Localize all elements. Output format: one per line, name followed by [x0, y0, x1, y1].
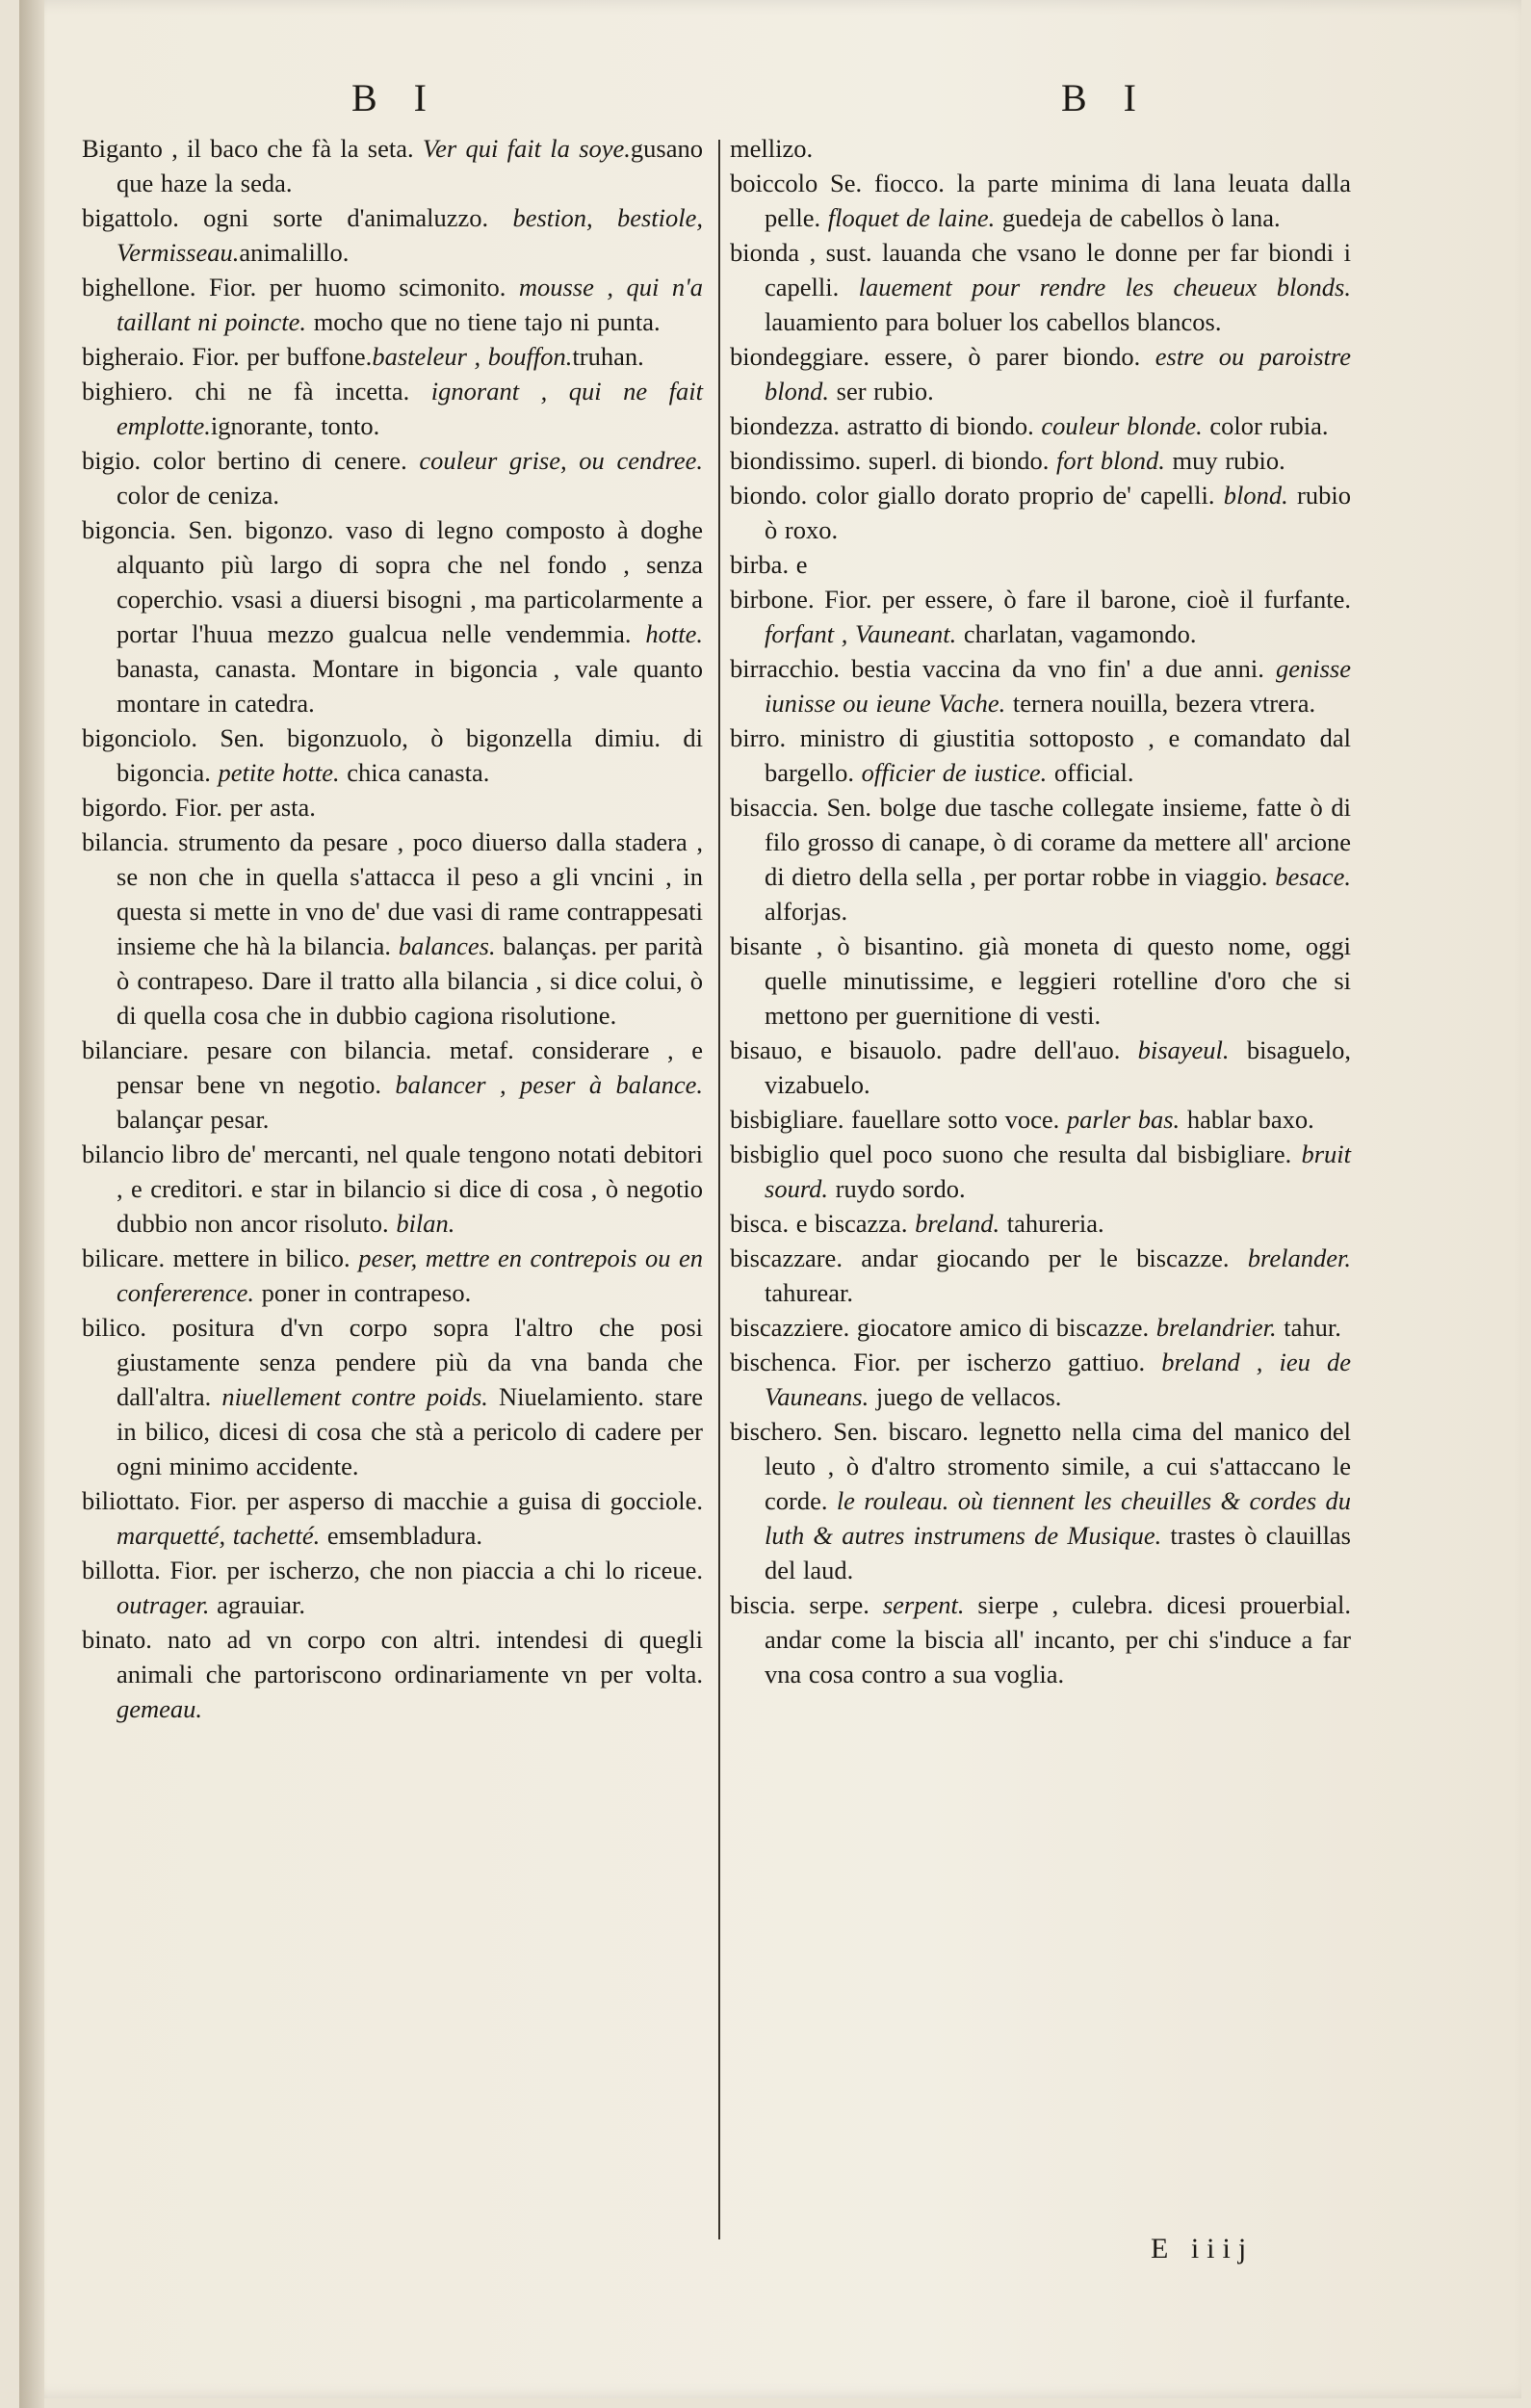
dictionary-entry: biscazziere. giocatore amico di biscazze. brelandrier. tahur. — [730, 1313, 1341, 1342]
dictionary-entry: binato. nato ad vn corpo con altri. intendesi di quegli animali che partoriscono ordinariamente vn per volta. gemeau. — [82, 1625, 703, 1723]
dictionary-entry: bilancio libro de' mercanti, nel quale tengono notati debitori , e creditori. e star in bilancio si dice di cosa , ò negotio dubbio non ancor risoluto. bilan. — [82, 1139, 703, 1238]
dictionary-entry: birbone. Fior. per essere, ò fare il barone, cioè il furfante. forfant , Vauneant. charlatan, vagamondo. — [730, 585, 1351, 648]
dictionary-entry: bighellone. Fior. per huomo scimonito. mousse , qui n'a taillant ni poincte. mocho que no tiene tajo ni punta. — [82, 273, 703, 336]
dictionary-entry: birracchio. bestia vaccina da vno fin' a due anni. genisse iunisse ou ieune Vache. ternera nouilla, bezera vtrera. — [730, 654, 1351, 718]
dictionary-entry: bisbiglio quel poco suono che resulta dal bisbigliare. bruit sourd. ruydo sordo. — [730, 1139, 1351, 1203]
dictionary-entry: biscazzare. andar giocando per le biscazze. brelander. tahurear. — [730, 1243, 1351, 1307]
dictionary-entry: bighiero. chi ne fà incetta. ignorant , qui ne fait emplotte.ignorante, tonto. — [82, 377, 703, 440]
dictionary-entry: biscia. serpe. serpent. sierpe , culebra. dicesi prouerbial. andar come la biscia all' incanto, per chi s'induce a far vna cosa contro a sua voglia. — [730, 1590, 1351, 1688]
dictionary-entry: bilancia. strumento da pesare , poco diuerso dalla stadera , se non che in quella s'attacca il peso a gli vncini , in questa si mette in vno de' due vasi di rame contrappesati insieme che hà la bilancia. balances. balanças. per parità ò contrapeso. Dare il tratto alla bilancia , si dice colui, ò di quella cosa che in dubbio cagiona risolutione. — [82, 827, 703, 1030]
dictionary-entry: bigio. color bertino di cenere. couleur grise, ou cendree. color de ceniza. — [82, 446, 703, 510]
signature-mark: E iiij — [1151, 2233, 1255, 2264]
dictionary-entry: bisca. e biscazza. breland. tahureria. — [730, 1209, 1104, 1238]
dictionary-entry: biondezza. astratto di biondo. couleur blonde. color rubia. — [730, 411, 1329, 440]
dictionary-entry: bilicare. mettere in bilico. peser, mettre en contrepois ou en confererence. poner in contrapeso. — [82, 1243, 704, 1307]
dictionary-entry: bischenca. Fior. per ischerzo gattiuo. breland , ieu de Vauneans. juego de vellacos. — [730, 1348, 1351, 1411]
dictionary-entry: birro. ministro di giustitia sottoposto , e comandato dal bargello. officier de iustice. official. — [730, 723, 1351, 787]
dictionary-entry: birba. e — [730, 550, 808, 579]
dictionary-entry: bigattolo. ogni sorte d'animaluzzo. bestion, bestiole, Vermisseau.animalillo. — [82, 203, 703, 267]
dictionary-entry: bisante , ò bisantino. già moneta di questo nome, oggi quelle minutissime, e leggieri rotelline d'oro che si mettono per guernitione di vesti. — [730, 931, 1351, 1030]
dictionary-entry: biliottato. Fior. per asperso di macchie a guisa di gocciole. marquetté, tachetté. emsembladura. — [82, 1486, 703, 1550]
dictionary-entry: biondeggiare. essere, ò parer biondo. estre ou paroistre blond. ser rubio. — [730, 342, 1351, 406]
left-column-header: B I — [351, 76, 440, 119]
dictionary-entry: bigheraio. Fior. per buffone.basteleur , bouffon.truhan. — [82, 342, 644, 371]
left-column — [82, 131, 703, 1726]
dictionary-entry: Biganto , il baco che fà la seta. Ver qui fait la soye.gusano que haze la seda. — [82, 134, 703, 197]
dictionary-entry: bisaccia. Sen. bolge due tasche collegate insieme, fatte ò di filo grosso di canape, ò di corame da mettere all' arcione di dietro della sella , per portar robbe in viaggio. besace. alforjas. — [730, 793, 1351, 926]
right-column — [730, 131, 1351, 1691]
dictionary-entry: bigordo. Fior. per asta. — [82, 793, 316, 822]
page-spine — [19, 0, 44, 2408]
dictionary-entry: bischero. Sen. biscaro. legnetto nella cima del manico del leuto , ò d'altro stromento simile, a cui s'attaccano le corde. le rouleau. où tiennent les cheuilles & cordes du luth & autres instrumens de Musique. trastes ò clauillas del laud. — [730, 1417, 1351, 1584]
dictionary-entry: biondissimo. superl. di biondo. fort blond. muy rubio. — [730, 446, 1285, 475]
column-divider — [718, 140, 720, 2239]
dictionary-entry: biondo. color giallo dorato proprio de' capelli. blond. rubio ò roxo. — [730, 481, 1351, 544]
dictionary-entry: bisbigliare. fauellare sotto voce. parler bas. hablar baxo. — [730, 1105, 1314, 1134]
dictionary-entry: bisauo, e bisauolo. padre dell'auo. bisayeul. bisaguelo, vizabuelo. — [730, 1035, 1352, 1099]
dictionary-entry: bionda , sust. lauanda che vsano le donne per far biondi i capelli. lauement pour rendre les cheueux blonds. lauamiento para boluer los cabellos blancos. — [730, 238, 1351, 336]
dictionary-entry: boiccolo Se. fiocco. la parte minima di lana leuata dalla pelle. floquet de laine. guedeja de cabellos ò lana. — [730, 169, 1351, 232]
right-column-header: B I — [1061, 76, 1150, 119]
dictionary-entry: mellizo. — [730, 134, 814, 163]
dictionary-entry: billotta. Fior. per ischerzo, che non piaccia a chi lo riceue. outrager. agrauiar. — [82, 1556, 703, 1619]
dictionary-entry: bilico. positura d'vn corpo sopra l'altro che posi giustamente senza pendere più da vna banda che dall'altra. niuellement contre poids. Niuelamiento. stare in bilico, dicesi di cosa che stà a pericolo di cadere per ogni minimo accidente. — [82, 1313, 703, 1480]
dictionary-entry: bigoncia. Sen. bigonzo. vaso di legno composto à doghe alquanto più largo di sopra che nel fondo , senza coperchio. vsasi a diuersi bisogni , ma particolarmente a portar l'huua mezzo gualcua nelle vendemmia. hotte. banasta, canasta. Montare in bigoncia , vale quanto montare in catedra. — [82, 515, 703, 718]
dictionary-entry: bigonciolo. Sen. bigonzuolo, ò bigonzella dimiu. di bigoncia. petite hotte. chica canasta. — [82, 723, 703, 787]
dictionary-entry: bilanciare. pesare con bilancia. metaf. considerare , e pensar bene vn negotio. balancer , peser à balance. balançar pesar. — [82, 1035, 703, 1134]
